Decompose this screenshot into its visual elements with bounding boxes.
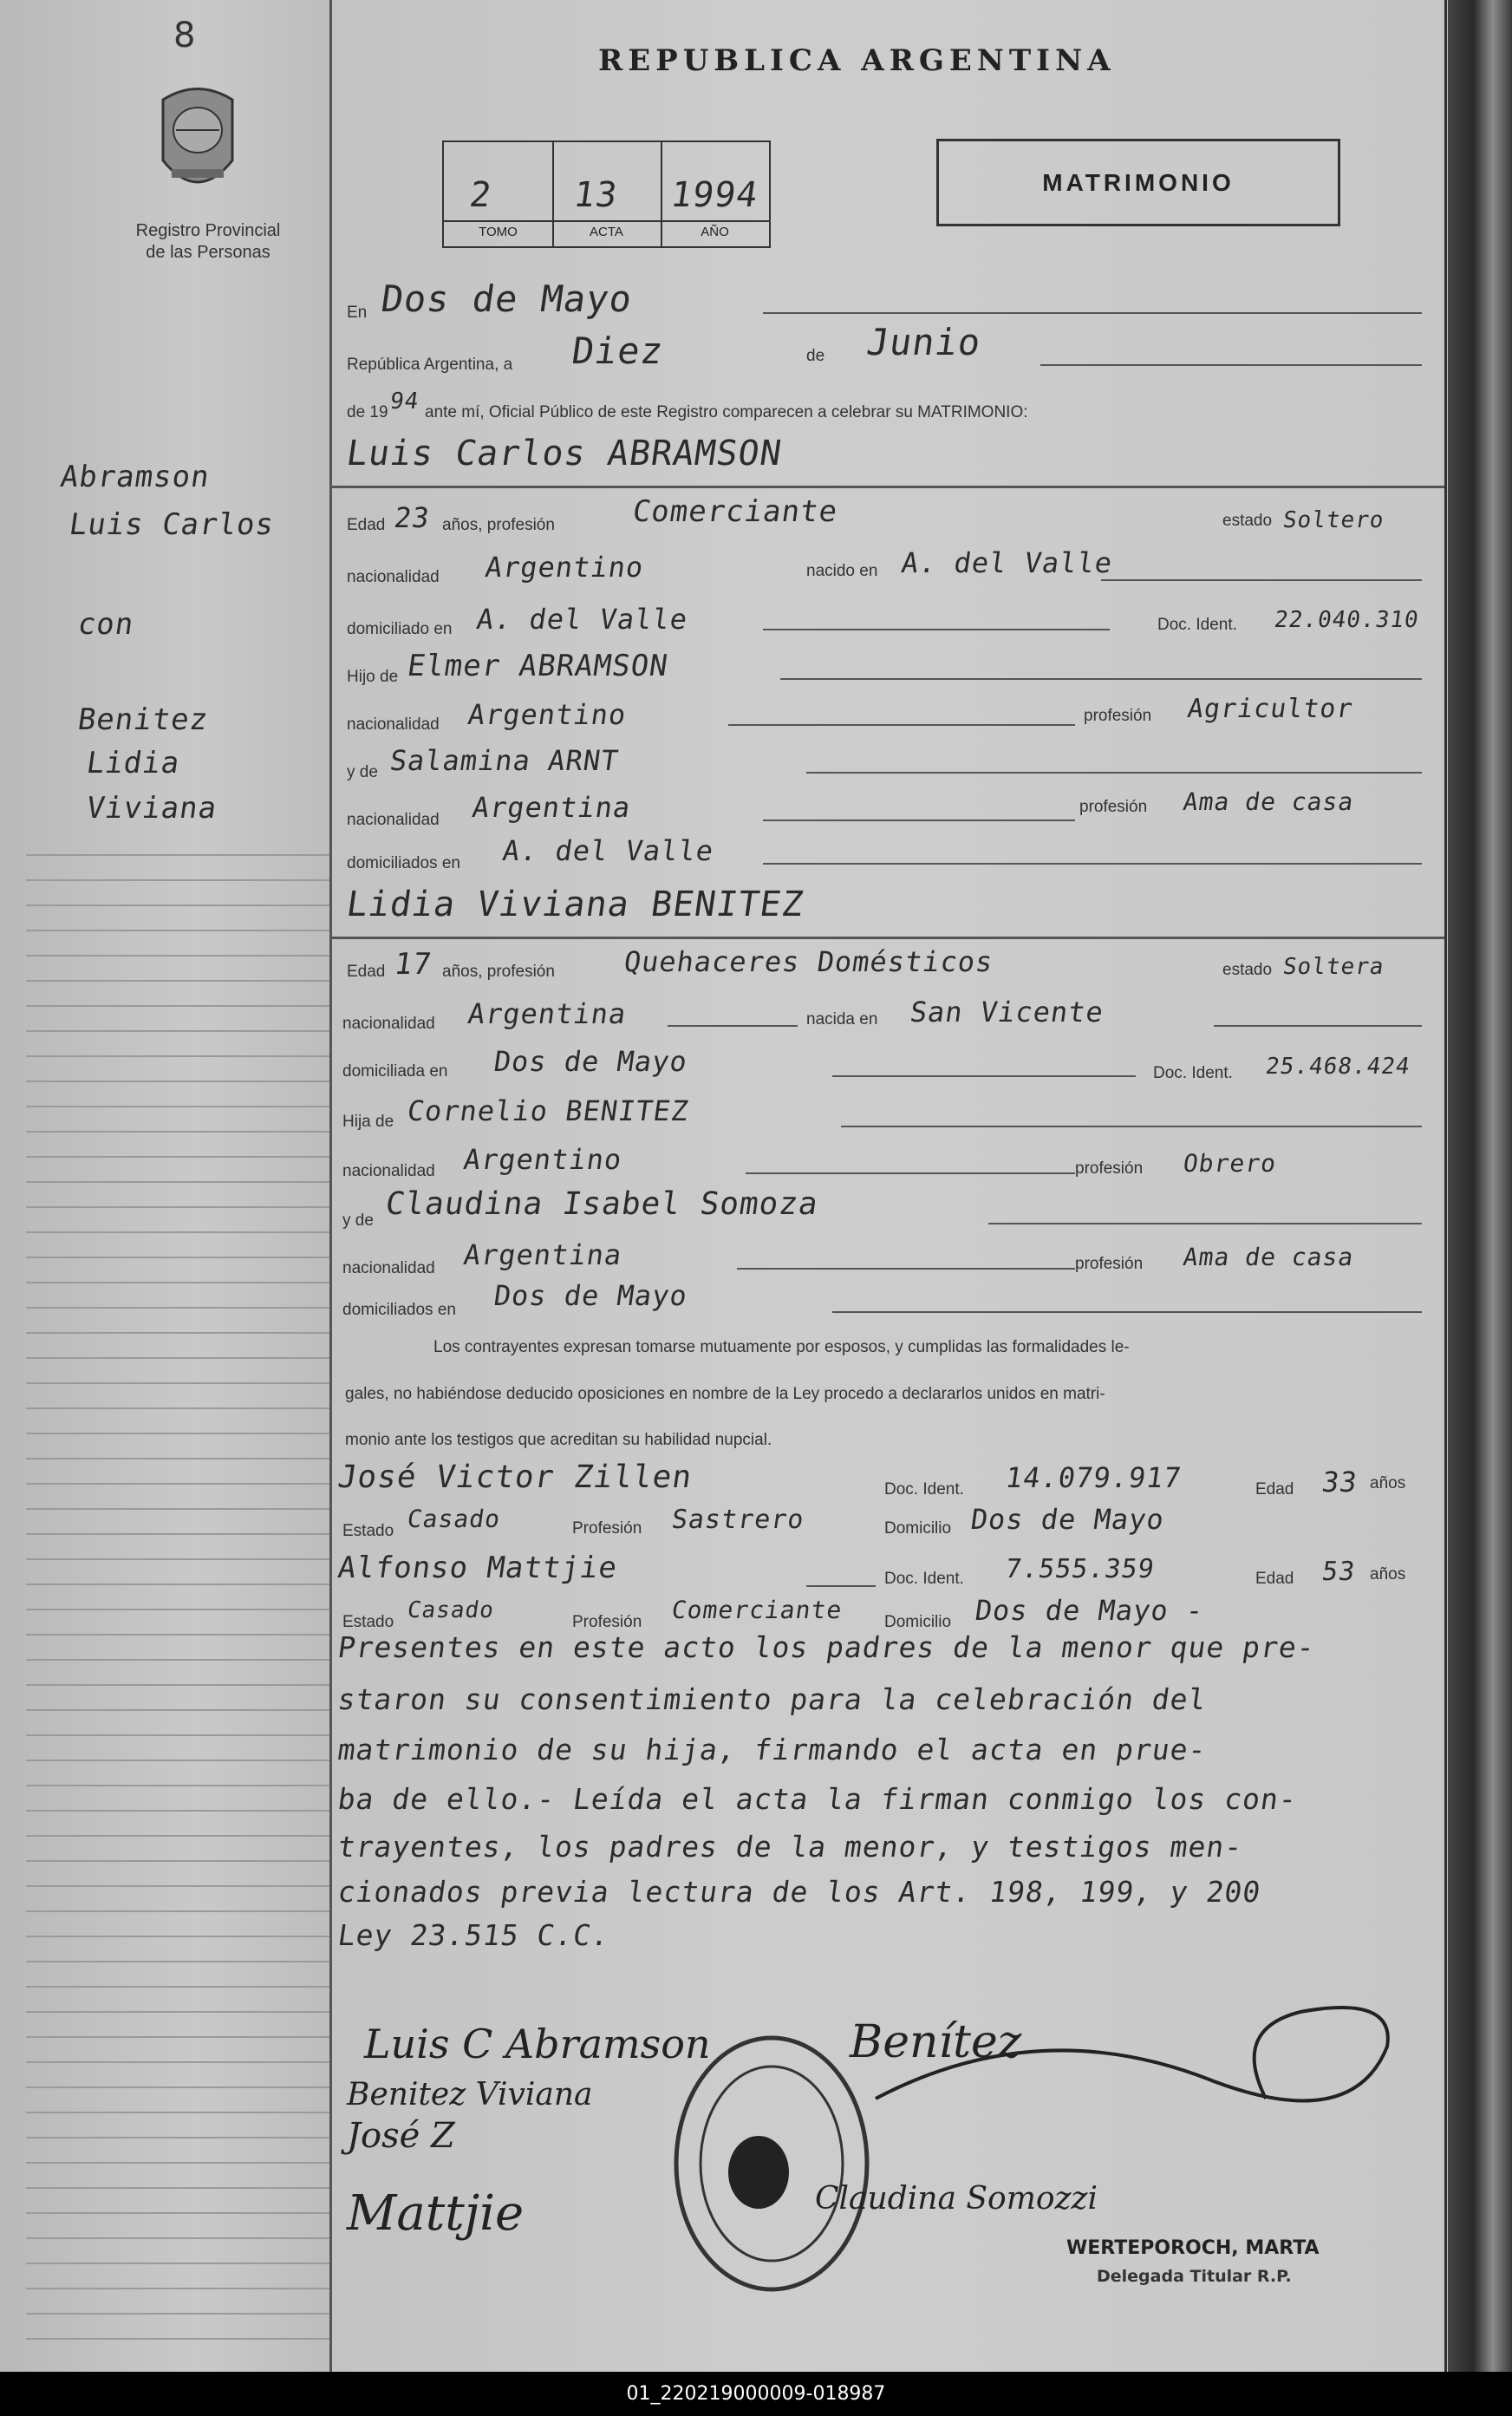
ruled-line	[26, 2212, 329, 2214]
section-divider	[332, 937, 1444, 939]
fill-line	[988, 1223, 1422, 1224]
groom-nac-label: nacionalidad	[347, 568, 440, 586]
ruled-line	[26, 1156, 329, 1158]
ruled-line	[26, 1709, 329, 1711]
ruled-line	[26, 1382, 329, 1384]
groom-nacido: A. del Valle	[899, 546, 1115, 579]
margin-bride-name1: Lidia	[84, 746, 183, 780]
bride-madre-nac-label: nacionalidad	[342, 1259, 435, 1277]
fill-line	[728, 724, 1075, 726]
groom-dom-label: domiciliado en	[347, 620, 453, 638]
notes-line-5: trayentes, los padres de la menor, y testigos men-	[336, 1830, 1246, 1864]
bride-doc-label: Doc. Ident.	[1153, 1064, 1233, 1082]
groom-padre-nac: Argentino	[466, 698, 629, 731]
ruled-line	[26, 1986, 329, 1988]
notes-line-6: cionados previa lectura de los Art. 198, 199, y 200	[336, 1875, 1264, 1909]
groom-doms-label: domiciliados en	[347, 854, 460, 872]
witness1-edad-label: Edad	[1255, 1480, 1294, 1499]
day-value: Diez	[569, 330, 667, 372]
ruled-line	[26, 2237, 329, 2239]
witness1-doc: 14.079.917	[1003, 1461, 1184, 1494]
witness1-dom-label: Domicilio	[884, 1519, 952, 1538]
frame-right	[1444, 0, 1447, 2372]
groom-yde-label: y de	[347, 763, 378, 781]
republic-title: REPUBLICA ARGENTINA	[598, 43, 1116, 78]
record-type: MATRIMONIO	[1042, 168, 1235, 196]
witness1-dom: Dos de Mayo	[968, 1503, 1167, 1536]
groom-doc-label: Doc. Ident.	[1157, 616, 1237, 634]
ruled-line	[26, 1885, 329, 1887]
groom-padre: Elmer ABRAMSON	[405, 649, 671, 683]
bride-dom-label: domiciliada en	[342, 1062, 448, 1081]
groom-nacido-label: nacido en	[806, 562, 878, 580]
declaration-line1: Los contrayentes expresan tomarse mutuamente por esposos, y cumplidas las formalidades le-	[433, 1338, 1130, 1356]
bride-nacida-label: nacida en	[806, 1010, 878, 1028]
groom-domicilio: A. del Valle	[474, 603, 690, 636]
ruled-line	[26, 1081, 329, 1082]
witness2-doc: 7.555.359	[1003, 1554, 1157, 1584]
left-page-binding	[0, 0, 329, 2372]
record-number-box	[442, 140, 771, 248]
ruled-line	[26, 879, 329, 881]
fill-line	[763, 863, 1422, 865]
ruled-line	[26, 2137, 329, 2138]
bride-doms-label: domiciliados en	[342, 1301, 456, 1319]
groom-madre-nac: Argentina	[470, 791, 634, 824]
declaration-line2: gales, no habiéndose deducido oposiciones en nombre de la Ley procedo a declararlos unidos en matri-	[345, 1385, 1105, 1403]
bride-madre: Claudina Isabel Somoza	[383, 1186, 821, 1222]
acta-label: ACTA	[590, 225, 623, 239]
ruled-line	[26, 1583, 329, 1585]
republica-label: República Argentina, a	[347, 356, 513, 374]
fill-line	[832, 1311, 1422, 1313]
notes-line-1: Presentes en este acto los padres de la menor que pre-	[336, 1630, 1318, 1664]
groom-estado-label: estado	[1222, 512, 1273, 530]
bride-signature: Benitez Viviana	[347, 2077, 593, 2112]
groom-doc: 22.040.310	[1272, 607, 1421, 633]
groom-edad-label: Edad	[347, 516, 386, 534]
place-value: Dos de Mayo	[378, 278, 635, 320]
fill-line	[1040, 364, 1422, 366]
ruled-line	[26, 1961, 329, 1962]
groom-anos-prof-label: años, profesión	[442, 516, 555, 534]
witness1-anos: años	[1370, 1474, 1406, 1492]
ruled-line	[26, 1282, 329, 1283]
fill-line	[668, 1025, 798, 1027]
tomo-value: 2	[466, 175, 495, 215]
ruled-line	[26, 1810, 329, 1812]
groom-padre-prof: Agricultor	[1185, 694, 1356, 724]
groom-madre-prof-label: profesión	[1079, 798, 1148, 816]
ruled-line	[26, 1181, 329, 1183]
witness2-dom-label: Domicilio	[884, 1613, 952, 1631]
ruled-line	[26, 1634, 329, 1636]
witness1-prof: Sastrero	[669, 1505, 806, 1535]
bride-padre-prof-label: profesión	[1075, 1159, 1144, 1178]
notes-line-4: ba de ello.- Leída el acta la firman conmigo los con-	[336, 1782, 1300, 1816]
ruled-line	[26, 2162, 329, 2164]
bride-anos-prof-label: años, profesión	[442, 963, 555, 981]
de-label: de	[806, 347, 825, 365]
ruled-line	[26, 1407, 329, 1409]
ruled-line	[26, 1332, 329, 1334]
ruled-line	[26, 1458, 329, 1459]
declaration-line3: monio ante los testigos que acreditan su habilidad nupcial.	[345, 1431, 772, 1449]
section-divider	[332, 486, 1444, 488]
ruled-line	[26, 1760, 329, 1761]
margin-con: con	[75, 607, 137, 642]
fill-line	[763, 312, 1422, 314]
ruled-line	[26, 1936, 329, 1937]
ruled-line	[26, 2288, 329, 2289]
ruled-line	[26, 1231, 329, 1233]
ruled-line	[26, 1307, 329, 1309]
witness2-anos: años	[1370, 1565, 1406, 1583]
witness1-edad: 33	[1320, 1466, 1360, 1499]
year-prefix: de 19	[347, 403, 388, 421]
groom-nacionalidad: Argentino	[483, 551, 647, 584]
ruled-line	[26, 2086, 329, 2088]
ruled-line	[26, 1659, 329, 1661]
groom-padre-nac-label: nacionalidad	[347, 715, 440, 734]
groom-madre-nac-label: nacionalidad	[347, 811, 440, 829]
ruled-line	[26, 2263, 329, 2264]
witness2-estado-label: Estado	[342, 1613, 394, 1631]
ruled-line	[26, 1433, 329, 1434]
witness1-prof-label: Profesión	[572, 1519, 642, 1538]
fill-line	[806, 772, 1422, 774]
witness2-dom: Dos de Mayo -	[973, 1594, 1207, 1627]
ruled-line	[26, 1910, 329, 1912]
registry-line2: de las Personas	[146, 243, 270, 262]
ano-value: 1994	[668, 175, 761, 215]
ruled-line	[26, 2112, 329, 2113]
witness1-name: José Victor Zillen	[336, 1459, 695, 1495]
witness2-doc-label: Doc. Ident.	[884, 1570, 964, 1588]
groom-signature: Luis C Abramson	[364, 2021, 711, 2067]
ruled-line	[26, 854, 329, 856]
official-signature: Benítez	[850, 2016, 1022, 2068]
ruled-line	[26, 1684, 329, 1686]
fill-line	[1101, 579, 1422, 581]
page-right-edge	[1448, 0, 1512, 2372]
fill-line	[841, 1126, 1422, 1127]
fill-line	[746, 1172, 1075, 1174]
bride-padre: Cornelio BENITEZ	[405, 1094, 691, 1127]
notes-line-3: matrimonio de su hija, firmando el acta en prue-	[336, 1733, 1209, 1766]
ruled-line	[26, 955, 329, 957]
ruled-line	[26, 1508, 329, 1510]
acta-value: 13	[570, 175, 621, 215]
ruled-line	[26, 930, 329, 931]
ruled-line	[26, 2011, 329, 2013]
bride-nac-label: nacionalidad	[342, 1015, 435, 1033]
matrimonio-box	[936, 139, 1340, 226]
margin-bride-surname: Benitez	[75, 702, 212, 737]
bride-estado-label: estado	[1222, 961, 1273, 979]
month-value: Junio	[864, 321, 984, 363]
ruled-line	[26, 2313, 329, 2315]
bride-yde-label: y de	[342, 1211, 374, 1230]
ruled-line	[26, 1483, 329, 1485]
fill-line	[832, 1075, 1136, 1077]
witness2-signature: Mattjie	[347, 2185, 525, 2242]
ruled-line	[26, 980, 329, 982]
fill-line	[780, 678, 1422, 680]
groom-full-name: Luis Carlos ABRAMSON	[343, 434, 785, 473]
coat-of-arms-icon	[154, 82, 241, 204]
bride-madre-nac: Argentina	[461, 1238, 625, 1271]
ruled-line	[26, 2036, 329, 2038]
fill-line	[737, 1268, 1075, 1270]
fill-line	[806, 1585, 876, 1587]
bride-padres-dom: Dos de Mayo	[492, 1279, 690, 1312]
witness2-edad: 53	[1320, 1557, 1358, 1587]
bride-nacionalidad: Argentina	[466, 997, 629, 1030]
groom-padres-dom: A. del Valle	[500, 834, 716, 867]
ruled-line	[26, 1106, 329, 1107]
registry-line1: Registro Provincial	[135, 221, 281, 240]
witness2-estado: Casado	[405, 1597, 497, 1623]
witness2-prof-label: Profesión	[572, 1613, 642, 1631]
fill-line	[763, 629, 1110, 630]
bride-padre-nac: Argentino	[461, 1143, 625, 1176]
page-number: 8	[173, 16, 196, 56]
groom-hijo-label: Hijo de	[347, 668, 399, 686]
image-id-footer: 01_220219000009-018987	[0, 2372, 1512, 2416]
ruled-line	[26, 1860, 329, 1862]
signature-flourish-icon	[867, 1977, 1422, 2151]
bride-domicilio: Dos de Mayo	[492, 1045, 690, 1078]
fill-line	[763, 819, 1075, 821]
groom-edad: 23	[392, 501, 433, 534]
frame-left	[329, 0, 332, 2372]
en-label: En	[347, 304, 368, 322]
witness2-name: Alfonso Mattjie	[336, 1551, 620, 1585]
groom-padre-prof-label: profesión	[1084, 707, 1152, 725]
ruled-line	[26, 1734, 329, 1736]
ruled-line	[26, 1785, 329, 1786]
bride-edad: 17	[392, 947, 434, 982]
ruled-line	[26, 1558, 329, 1560]
bride-estado: Soltera	[1281, 954, 1386, 980]
intro-statement: ante mí, Oficial Público de este Registro comparecen a celebrar su MATRIMONIO:	[425, 403, 1028, 421]
ruled-line	[26, 1257, 329, 1258]
ruled-line	[26, 1030, 329, 1032]
groom-estado: Soltero	[1281, 507, 1386, 533]
bride-doc: 25.468.424	[1263, 1054, 1412, 1080]
mother-signature: Claudina Somozzi	[815, 2181, 1098, 2217]
fill-line	[1214, 1025, 1422, 1027]
witness1-signature: José Z	[347, 2116, 455, 2156]
bride-edad-label: Edad	[347, 963, 386, 981]
official-name: WERTEPOROCH, MARTA	[1066, 2237, 1320, 2259]
ano-label: AÑO	[701, 225, 729, 239]
groom-madre-prof: Ama de casa	[1181, 787, 1356, 816]
official-title: Delegada Titular R.P.	[1097, 2267, 1292, 2286]
ruled-line	[26, 2187, 329, 2189]
witness1-estado: Casado	[405, 1505, 503, 1533]
ruled-line	[26, 1131, 329, 1133]
official-seal-icon	[668, 2029, 876, 2298]
bride-madre-prof-label: profesión	[1075, 1255, 1144, 1273]
ruled-line	[26, 2061, 329, 2063]
ruled-line	[26, 1357, 329, 1359]
witness2-prof: Comerciante	[669, 1596, 844, 1624]
bride-padre-prof: Obrero	[1181, 1149, 1279, 1178]
witness1-doc-label: Doc. Ident.	[884, 1480, 964, 1499]
ruled-line	[26, 1609, 329, 1610]
margin-groom-names: Luis Carlos	[67, 507, 277, 542]
witness2-edad-label: Edad	[1255, 1570, 1294, 1588]
ruled-line	[26, 904, 329, 906]
year-suffix: 94	[388, 389, 421, 415]
bride-hija-label: Hija de	[342, 1113, 394, 1131]
witness1-estado-label: Estado	[342, 1522, 394, 1540]
ruled-line	[26, 1055, 329, 1057]
bride-padre-nac-label: nacionalidad	[342, 1162, 435, 1180]
margin-groom-surname: Abramson	[58, 460, 212, 494]
ruled-line	[26, 1005, 329, 1007]
ruled-line	[26, 1206, 329, 1208]
bride-profesion: Quehaceres Domésticos	[622, 945, 996, 978]
ruled-line	[26, 1533, 329, 1535]
notes-line-7: Ley 23.515 C.C.	[336, 1918, 612, 1952]
notes-line-2: staron su consentimiento para la celebración del	[336, 1682, 1209, 1716]
bride-nacida: San Vicente	[908, 996, 1106, 1028]
bride-full-name: Lidia Viviana BENITEZ	[343, 885, 806, 924]
ruled-line	[26, 1835, 329, 1837]
tomo-label: TOMO	[479, 225, 518, 239]
groom-profesion: Comerciante	[630, 494, 840, 529]
ruled-line	[26, 2338, 329, 2340]
bride-madre-prof: Ama de casa	[1181, 1243, 1356, 1271]
groom-madre: Salamina ARNT	[388, 744, 622, 777]
margin-bride-name2: Viviana	[84, 791, 220, 826]
